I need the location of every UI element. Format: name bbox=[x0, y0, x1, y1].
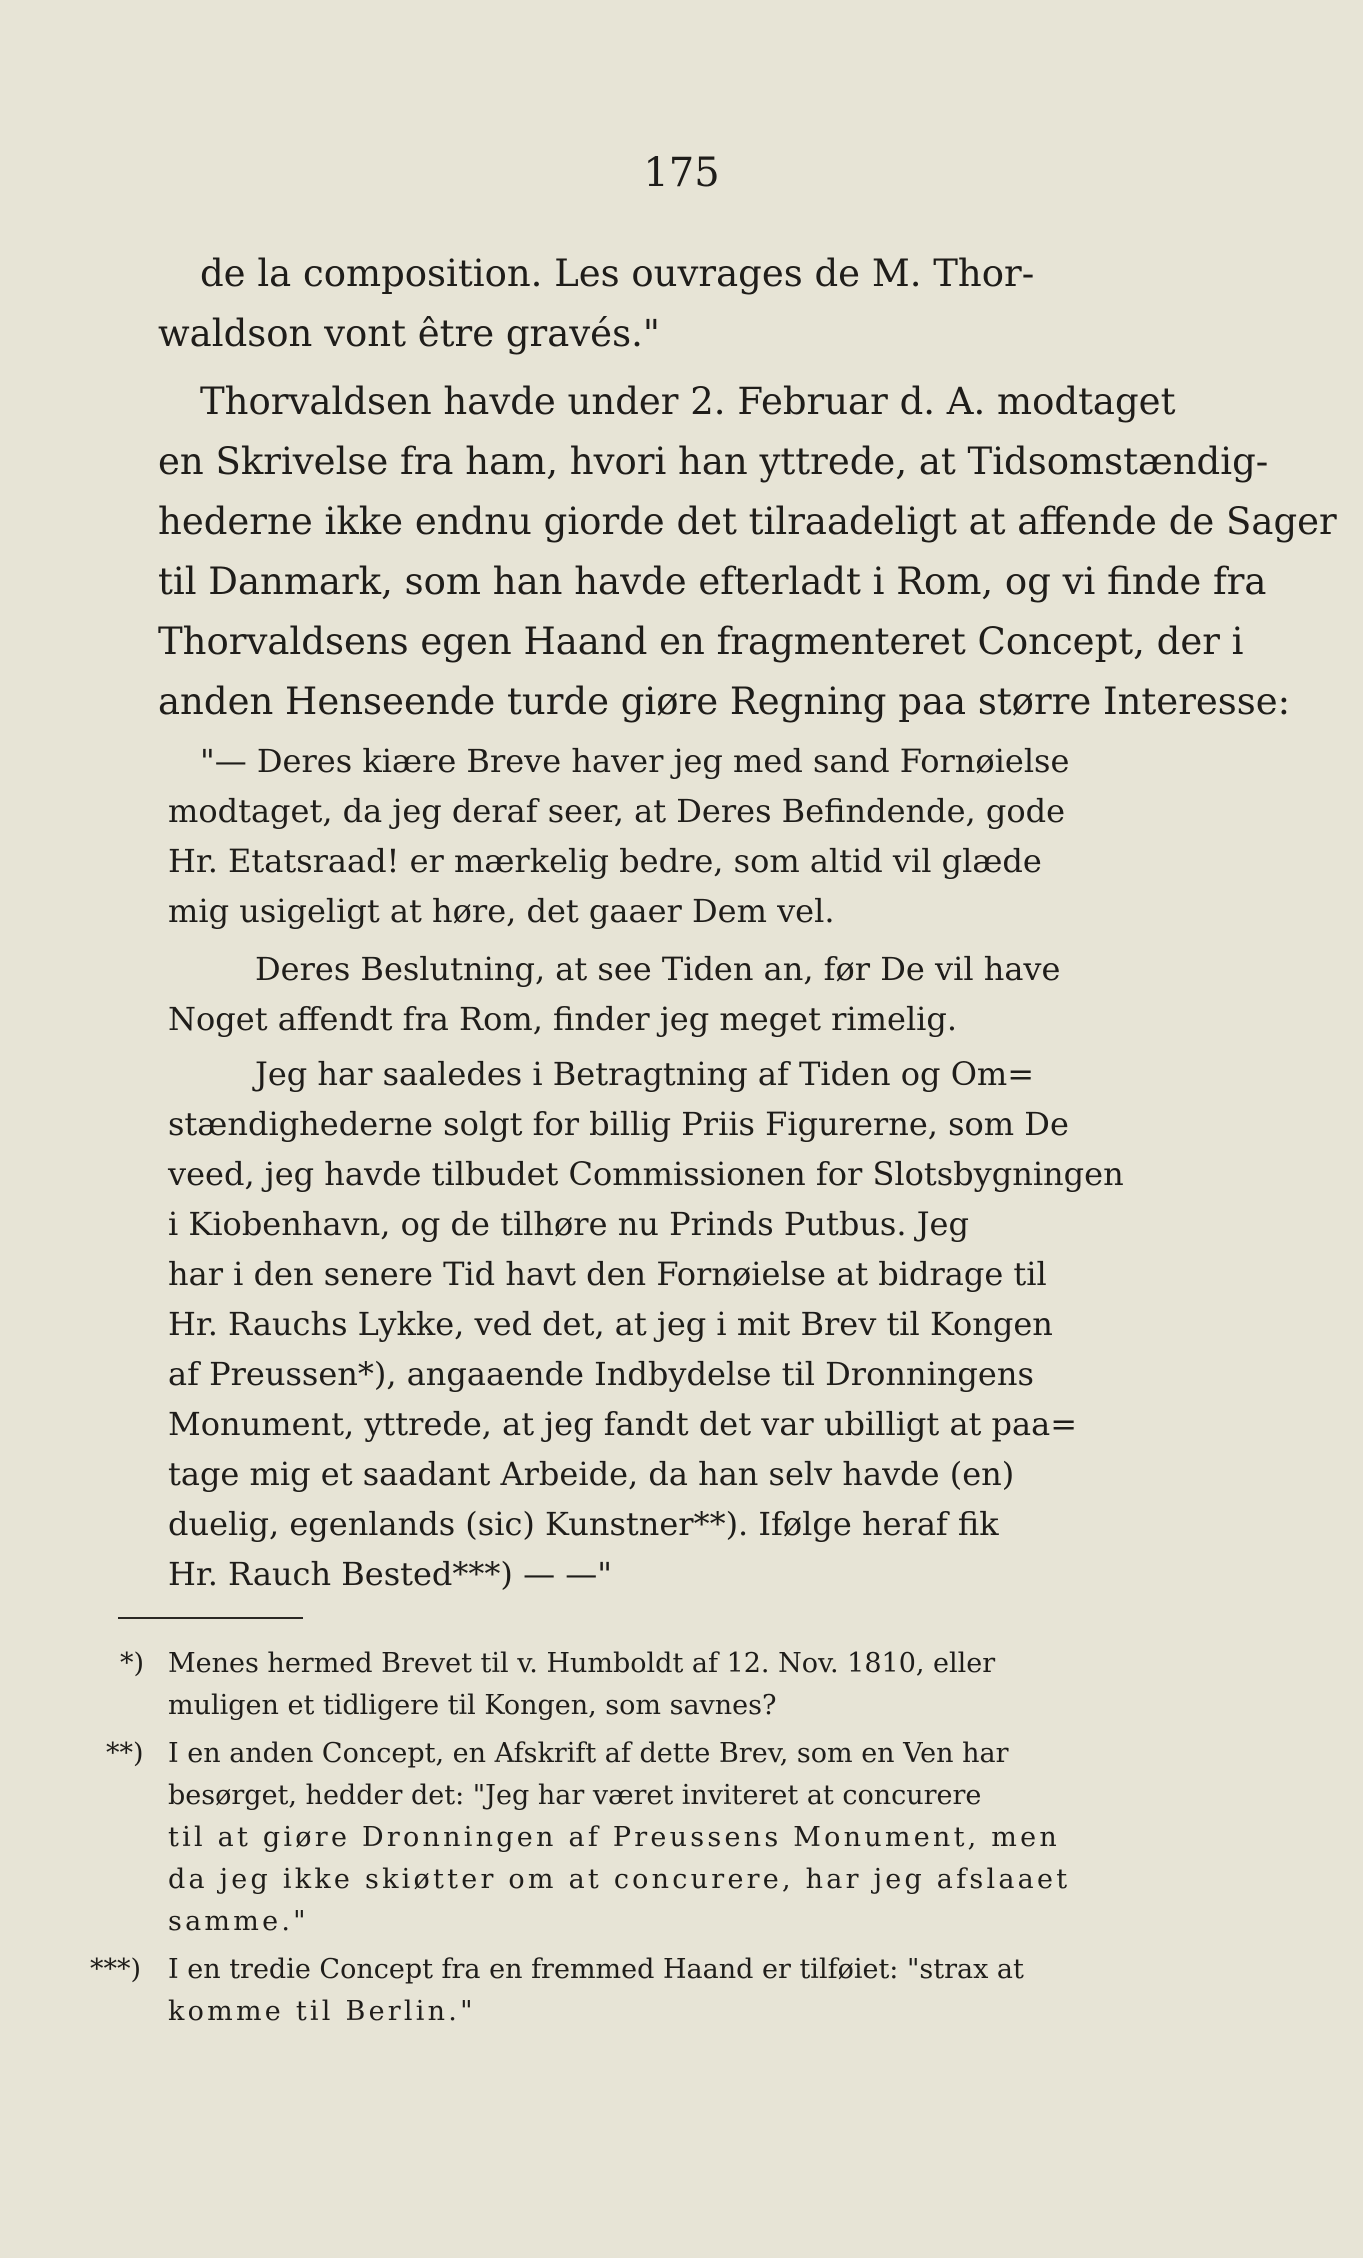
quote-line: Jeg har saaledes i Betragtning af Tiden og Om= bbox=[255, 1055, 1035, 1093]
quote-line: "— Deres kiære Breve haver jeg med sand Fornøielse bbox=[200, 742, 1070, 780]
footnote-line: komme til Berlin." bbox=[168, 1996, 476, 2027]
quote-line: af Preussen*), angaaende Indbydelse til Dronningens bbox=[168, 1355, 1034, 1393]
quote-line: Deres Beslutning, at see Tiden an, før De vil have bbox=[255, 950, 1061, 988]
footnote-line: I en anden Concept, en Afskrift af dette Brev, som en Ven har bbox=[168, 1738, 1009, 1769]
quote-line: veed, jeg havde tilbudet Commissionen for Slotsbygningen bbox=[168, 1155, 1124, 1193]
quote-line: Noget affendt fra Rom, finder jeg meget rimelig. bbox=[168, 1000, 958, 1038]
footnote-line: besørget, hedder det: "Jeg har været inviteret at concurere bbox=[168, 1780, 982, 1811]
footnote-line: da jeg ikke skiøtter om at concurere, har jeg afslaaet bbox=[168, 1864, 1071, 1895]
quote-line: har i den senere Tid havt den Fornøielse at bidrage til bbox=[168, 1255, 1047, 1293]
quote-line: mig usigeligt at høre, det gaaer Dem vel. bbox=[168, 892, 835, 930]
body-line: en Skrivelse fra ham, hvori han yttrede, at Tidsomstændig- bbox=[158, 440, 1269, 483]
footnote-line: Menes hermed Brevet til v. Humboldt af 12. Nov. 1810, eller bbox=[168, 1648, 996, 1679]
footnote-mark: **) bbox=[106, 1738, 144, 1769]
body-line: Thorvaldsens egen Haand en fragmenteret Concept, der i bbox=[158, 620, 1244, 663]
quote-line: stændighederne solgt for billig Priis Figurerne, som De bbox=[168, 1105, 1069, 1143]
body-line: hederne ikke endnu giorde det tilraadeligt at affende de Sager bbox=[158, 500, 1337, 543]
quote-line: Hr. Etatsraad! er mærkelig bedre, som altid vil glæde bbox=[168, 842, 1042, 880]
quote-line: Monument, yttrede, at jeg fandt det var ubilligt at paa= bbox=[168, 1405, 1077, 1443]
quote-line: Hr. Rauch Bested***) — —" bbox=[168, 1555, 612, 1593]
footnote-mark: *) bbox=[120, 1648, 145, 1679]
footnote-divider bbox=[118, 1617, 303, 1619]
page-number: 175 bbox=[643, 150, 720, 196]
quote-line: modtaget, da jeg deraf seer, at Deres Befindende, gode bbox=[168, 792, 1066, 830]
body-line: anden Henseende turde giøre Regning paa større Interesse: bbox=[158, 680, 1291, 723]
body-line: Thorvaldsen havde under 2. Februar d. A. modtaget bbox=[200, 380, 1176, 423]
footnote-mark: ***) bbox=[90, 1954, 142, 1985]
footnote-line: til at giøre Dronningen af Preussens Monument, men bbox=[168, 1822, 1060, 1853]
quote-line: Hr. Rauchs Lykke, ved det, at jeg i mit Brev til Kongen bbox=[168, 1305, 1053, 1343]
body-line: de la composition. Les ouvrages de M. Thor- bbox=[200, 252, 1035, 295]
quote-line: duelig, egenlands (sic) Kunstner**). Ifølge heraf fik bbox=[168, 1505, 999, 1543]
footnote-line: samme." bbox=[168, 1906, 309, 1937]
body-line: waldson vont être gravés." bbox=[158, 312, 660, 355]
footnote-line: muligen et tidligere til Kongen, som savnes? bbox=[168, 1690, 777, 1721]
quote-line: tage mig et saadant Arbeide, da han selv havde (en) bbox=[168, 1455, 1015, 1493]
body-line: til Danmark, som han havde efterladt i Rom, og vi finde fra bbox=[158, 560, 1267, 603]
quote-line: i Kiobenhavn, og de tilhøre nu Prinds Putbus. Jeg bbox=[168, 1205, 969, 1243]
footnote-line: I en tredie Concept fra en fremmed Haand er tilføiet: "strax at bbox=[168, 1954, 1024, 1985]
